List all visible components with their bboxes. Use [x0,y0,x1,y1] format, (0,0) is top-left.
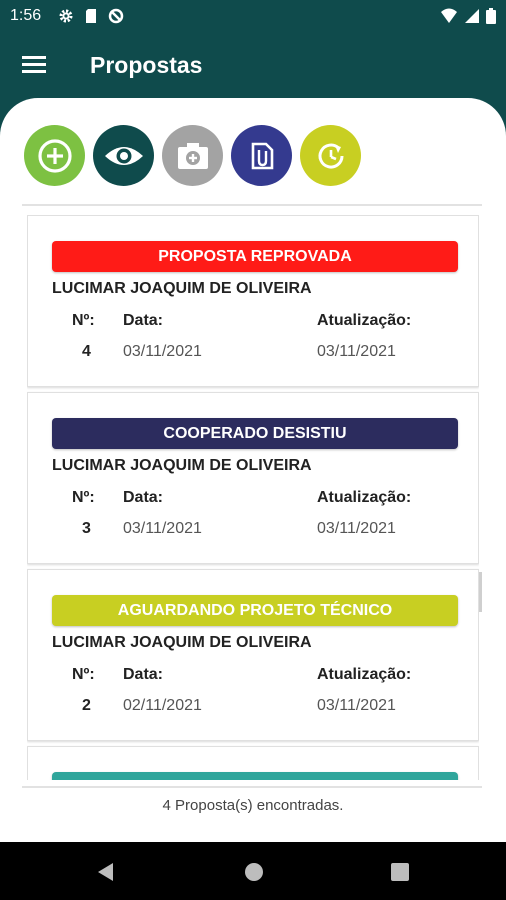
cooperado-name: LUCIMAR JOAQUIM DE OLIVEIRA [52,457,312,474]
cooperado-name: LUCIMAR JOAQUIM DE OLIVEIRA [52,634,312,651]
date-label: Data: [123,312,164,329]
sd-card-icon [84,8,98,29]
add-button[interactable] [24,125,85,186]
update-label: Atualização: [317,666,412,683]
attach-button[interactable] [231,125,292,186]
proposal-list [27,215,479,780]
back-icon[interactable] [96,862,116,887]
data-saver-icon [108,8,124,29]
top-divider [22,204,482,206]
proposal-updated: 03/11/2021 [317,520,396,537]
proposal-updated: 03/11/2021 [317,697,396,714]
status-badge [52,772,458,780]
wifi-icon [440,8,458,29]
recents-icon[interactable] [390,862,410,887]
clock-refresh-icon [311,136,351,176]
num-label: Nº: [72,312,95,329]
eye-icon [102,136,146,176]
results-count: 4 Proposta(s) encontradas. [162,797,344,814]
action-toolbar [24,125,361,186]
status-badge: PROPOSTA REPROVADA [52,241,458,272]
proposal-card[interactable] [27,569,479,741]
hamburger-menu-icon[interactable] [22,54,48,76]
proposal-number: 3 [82,520,91,537]
proposal-number: 2 [82,697,91,714]
signal-icon [464,8,480,29]
date-label: Data: [123,489,164,506]
cooperado-name: LUCIMAR JOAQUIM DE OLIVEIRA [52,280,312,297]
system-nav-bar [0,842,506,900]
refresh-button[interactable] [300,125,361,186]
proposal-card[interactable] [27,746,479,780]
date-label: Data: [123,666,164,683]
page-title: Propostas [90,52,203,78]
status-bar [0,0,506,32]
update-label: Atualização: [317,312,412,329]
home-icon[interactable] [244,862,264,887]
gear-icon [58,8,74,29]
proposal-card[interactable] [27,392,479,564]
plus-circle-icon [35,136,75,176]
battery-icon [486,8,496,29]
proposal-card[interactable] [27,215,479,387]
status-badge: COOPERADO DESISTIU [52,418,458,449]
num-label: Nº: [72,489,95,506]
proposal-number: 4 [82,343,91,360]
proposal-updated: 03/11/2021 [317,343,396,360]
update-label: Atualização: [317,489,412,506]
status-time: 1:56 [10,7,42,24]
camera-plus-icon [173,136,213,176]
bottom-divider [22,786,482,788]
proposal-date: 03/11/2021 [123,520,202,537]
proposal-date: 02/11/2021 [123,697,202,714]
status-badge: AGUARDANDO PROJETO TÉCNICO [52,595,458,626]
num-label: Nº: [72,666,95,683]
paperclip-document-icon [242,136,282,176]
camera-button[interactable] [162,125,223,186]
list-scrollbar[interactable] [479,572,482,612]
view-button[interactable] [93,125,154,186]
proposal-date: 03/11/2021 [123,343,202,360]
